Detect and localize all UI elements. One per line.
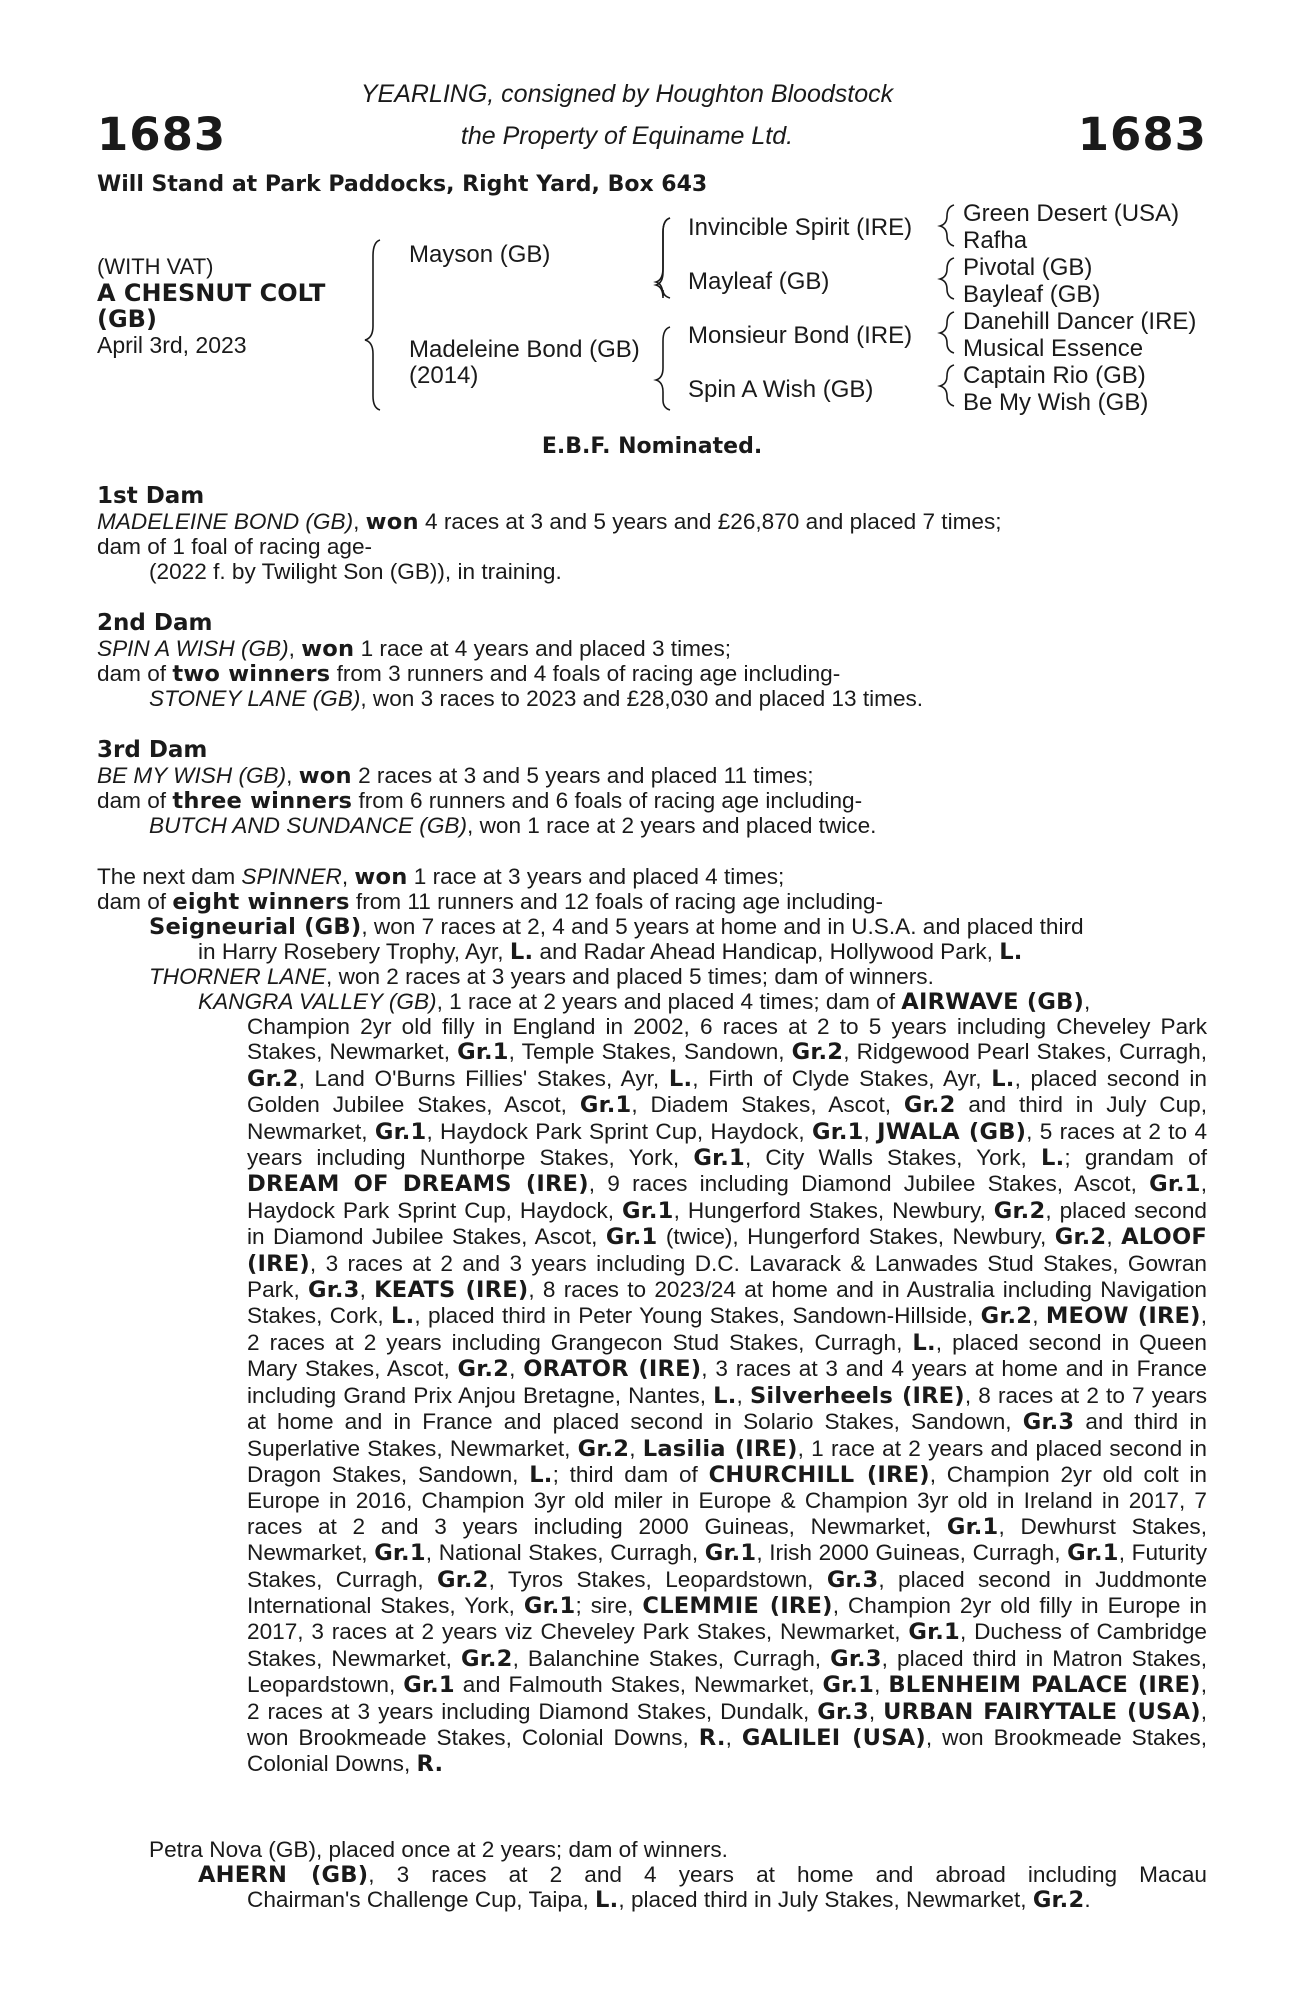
won-word: won (365, 509, 419, 535)
bold-run: BLENHEIM PALACE (IRE) (888, 1672, 1201, 1699)
bold-run: Gr.2 (1054, 1224, 1107, 1251)
bold-run: URBAN FAIRYTALE (USA) (883, 1698, 1201, 1725)
bold-run: DREAM OF DREAMS (IRE) (247, 1171, 589, 1198)
text-run: ; sire, (575, 1592, 643, 1618)
text-run: , (736, 1382, 750, 1408)
bold-run: GALILEI (USA) (741, 1724, 926, 1751)
bold-run: R. (416, 1751, 444, 1778)
race-grade: L. (595, 1887, 619, 1913)
text-run: , Champion 2yr old colt in Europe in 2016, Champion 3yr old miler in Europe & Champion 3yr old in Ireland in 2017, 7 races at 2 and 3 years including 2000 Guineas, Newmarket, (247, 1461, 1207, 1539)
bold-run: L. (668, 1065, 693, 1092)
text-run: , Land O'Burns Fillies' Stakes, Ayr, (298, 1065, 669, 1091)
bold-run: L. (713, 1382, 737, 1409)
bold-run: Lasilia (IRE) (642, 1435, 798, 1462)
bold-run: Gr.1 (946, 1513, 999, 1540)
petra-nova-line: Petra Nova (GB), placed once at 2 years; dam of winners. (149, 1837, 728, 1862)
sire-name: Mayson (GB) (409, 241, 551, 268)
text-run: ; third dam of (552, 1461, 709, 1487)
bold-run: KEATS (IRE) (374, 1277, 529, 1304)
text-run: , placed third in Peter Young Stakes, Sandown-Hillside, (414, 1303, 981, 1329)
text-run: , Dewhurst Stakes, Newmarket, (247, 1513, 1208, 1566)
text-run: , 1 race at 2 years and placed second in Dragon Stakes, Sandown, (247, 1435, 1207, 1487)
ggp-3: Pivotal (GB) (963, 254, 1093, 281)
text-run: , (863, 1118, 878, 1144)
lot-number-right: 1683 (1077, 108, 1207, 161)
bold-run: Gr.1 (523, 1592, 576, 1619)
ggp-2: Rafha (963, 227, 1028, 254)
text: from 3 runners and 4 foals of racing age including- (330, 661, 841, 686)
text: from 11 runners and 12 foals of racing age including- (349, 889, 884, 914)
bold-run: Gr.3 (307, 1277, 360, 1304)
bold-run: Gr.1 (693, 1145, 745, 1172)
text-run: , Futurity Stakes, Curragh, (247, 1540, 1207, 1592)
brace-gen3-4 (940, 365, 954, 406)
text-run: , Temple Stakes, Sandown, (508, 1039, 792, 1065)
text: , 1 race at 2 years and placed 4 times; dam of (436, 989, 902, 1014)
text-run: , Diadem Stakes, Ascot, (631, 1092, 904, 1118)
text-run: and Falmouth Stakes, Newmarket, (454, 1672, 823, 1698)
text-run: , (1032, 1303, 1046, 1329)
text-run: , won Brookmeade Stakes, Colonial Downs, (247, 1724, 1207, 1777)
foaling-date: April 3rd, 2023 (97, 332, 247, 358)
bold-run: Gr.1 (374, 1118, 427, 1145)
bold-run: Gr.2 (247, 1065, 299, 1092)
ggp-6: Musical Essence (963, 335, 1144, 362)
text-run: , City Walls Stakes, York, (744, 1145, 1041, 1171)
second-dam-name: SPIN A WISH (GB) (97, 636, 289, 661)
text: , (341, 864, 355, 889)
text: and Radar Ahead Handicap, Hollywood Park, (533, 939, 1000, 964)
text-run: , Firth of Clyde Stakes, Ayr, (692, 1065, 992, 1091)
bold-run: Gr.2 (460, 1645, 513, 1672)
text-run: , placed second in Juddmonte International Stakes, York, (247, 1566, 1208, 1618)
brace-gen1 (365, 240, 380, 410)
bold-run: Gr.3 (1022, 1409, 1075, 1436)
bold-run: Gr.2 (457, 1356, 510, 1383)
ggp-5: Danehill Dancer (IRE) (963, 308, 1197, 335)
bold-run: ORATOR (IRE) (523, 1356, 702, 1383)
bold-run: CLEMMIE (IRE) (642, 1592, 833, 1619)
produce-name: KANGRA VALLEY (GB) (198, 989, 437, 1014)
bold-run: Gr.2 (993, 1197, 1046, 1224)
bold-run: Gr.1 (704, 1540, 757, 1567)
bold-run: Gr.1 (403, 1672, 455, 1699)
bold-run: L. (391, 1303, 415, 1330)
text: The next dam (97, 864, 242, 889)
bold-run: Gr.3 (826, 1566, 879, 1593)
first-dam-line3: (2022 f. by Twilight Son (GB)), in training. (149, 559, 562, 584)
text-run: , (725, 1724, 742, 1750)
first-dam-title: 1st Dam (97, 483, 205, 509)
text-run: , National Stakes, Curragh, (425, 1540, 705, 1566)
produce-name: BUTCH AND SUNDANCE (GB) (149, 813, 468, 838)
text-run: , 3 races at 2 and 3 years including D.C. Lavarack & Lanwades Stud Stakes, Gowran Park, (247, 1250, 1207, 1303)
bold-run: MEOW (IRE) (1045, 1303, 1201, 1330)
text-run: , (359, 1277, 375, 1303)
text: , (1084, 989, 1091, 1014)
second-dam-line1: SPIN A WISH (GB), won 1 race at 4 years and placed 3 times; (97, 636, 732, 662)
dam-dam: Spin A Wish (GB) (688, 376, 874, 403)
next-dam-line2 (97, 889, 883, 915)
won-word: won (298, 763, 352, 789)
seigneurial-line2 (198, 939, 1023, 965)
text-run: , 5 races at 2 to 4 years including Nunthorpe Stakes, York, (247, 1118, 1208, 1171)
bold-run: Silverheels (IRE) (749, 1382, 965, 1409)
third-dam-title: 3rd Dam (97, 737, 208, 763)
box-location: Will Stand at Park Paddocks, Right Yard, Box 643 (97, 172, 708, 197)
ggp-1: Green Desert (USA) (963, 200, 1180, 227)
text-run: , 2 races at 2 years including Grangecon Stud Stakes, Curragh, (247, 1303, 1207, 1355)
second-dam-line3 (149, 686, 923, 711)
text: dam of (97, 889, 173, 914)
brace-gen2-dam (656, 327, 670, 410)
winners-count: three winners (172, 788, 353, 814)
bold-run: Gr.1 (822, 1672, 875, 1699)
bold-run: Gr.2 (437, 1566, 489, 1593)
airwave-record (247, 1014, 1207, 1778)
text-run: , 8 races at 2 to 7 years at home and in France and placed second in Solario Stakes, Sandown, (247, 1382, 1207, 1435)
text-run: , placed third in Matron Stakes, Leopardstown, (247, 1645, 1207, 1698)
brace-gen3-2 (940, 258, 954, 299)
consignor-line: YEARLING, consigned by Houghton Bloodstock (360, 80, 894, 108)
first-dam-line2: dam of 1 foal of racing age- (97, 534, 373, 559)
text: , won 3 races to 2023 and £28,030 and placed 13 times. (360, 686, 924, 711)
first-dam-name: MADELEINE BOND (GB) (97, 509, 354, 534)
next-dam-line1 (97, 864, 784, 890)
third-dam-line1: BE MY WISH (GB), won 2 races at 3 and 5 years and placed 11 times; (97, 763, 814, 789)
third-dam-line3 (149, 813, 876, 838)
text-run: , (1106, 1224, 1122, 1250)
text: , 3 races at 2 and 4 years at home and abroad including Macau (368, 1862, 1207, 1887)
bold-run: Gr.2 (577, 1435, 630, 1462)
text-run: , 8 races to 2023/24 at home and in Australia including Navigation Stakes, Cork, (247, 1277, 1207, 1329)
second-dam-line2 (97, 661, 840, 687)
text-run: (twice), Hungerford Stakes, Newbury, (657, 1224, 1055, 1250)
winners-count: eight winners (172, 889, 350, 915)
second-dam-record: 1 race at 4 years and placed 3 times; (354, 636, 732, 661)
bold-run: Gr.2 (980, 1303, 1033, 1330)
dam-year: (2014) (409, 362, 479, 389)
dam-name: Madeleine Bond (GB) (409, 336, 640, 363)
bold-run: Gr.1 (605, 1224, 658, 1251)
bold-run: ALOOF (IRE) (247, 1224, 1207, 1277)
dam-sire: Monsieur Bond (IRE) (688, 322, 913, 349)
lot-number-left: 1683 (97, 108, 227, 161)
text-run: , placed second in Diamond Jubilee Stakes, Ascot, (247, 1197, 1207, 1250)
text: , won 1 race at 2 years and placed twice. (467, 813, 877, 838)
text-run: , won Brookmeade Stakes, Colonial Downs, (247, 1698, 1208, 1750)
property-line: the Property of Equiname Ltd. (460, 122, 794, 150)
seigneurial-line1 (149, 914, 1084, 940)
bold-run: Gr.1 (1067, 1540, 1119, 1567)
text-run: , (629, 1435, 643, 1461)
bold-run: Gr.2 (903, 1092, 956, 1119)
bold-run: Gr.1 (457, 1039, 509, 1066)
text-run: , 2 races at 3 years including Diamond Stakes, Dundalk, (247, 1672, 1207, 1724)
bold-run: L. (529, 1461, 553, 1488)
text: . (1084, 1887, 1091, 1912)
ahern-line1 (198, 1862, 1207, 1888)
text: dam of (97, 788, 173, 813)
kangra-valley-line (198, 989, 1090, 1015)
text-run: , Tyros Stakes, Leopardstown, (488, 1566, 827, 1592)
first-dam-record: 4 races at 3 and 5 years and £26,870 and placed 7 times; (418, 509, 1002, 534)
text-run: , 9 races including Diamond Jubilee Stakes, Ascot, (588, 1171, 1150, 1197)
text: 1 race at 3 years and placed 4 times; (407, 864, 785, 889)
first-dam-line1: MADELEINE BOND (GB), won 4 races at 3 and 5 years and £26,870 and placed 7 times; (97, 509, 1002, 535)
produce-name: AHERN (GB) (198, 1862, 369, 1888)
text-run: , Haydock Park Sprint Cup, Haydock, (426, 1118, 812, 1144)
catalogue-page (97, 0, 1207, 2000)
bold-run: Gr.3 (830, 1645, 882, 1672)
produce-name: STONEY LANE (GB) (149, 686, 361, 711)
text: from 6 runners and 6 foals of racing age including- (352, 788, 863, 813)
text-run: ; grandam of (1064, 1145, 1208, 1171)
third-dam-record: 2 races at 3 and 5 years and placed 11 times; (351, 763, 814, 788)
produce-name: THORNER LANE (149, 964, 327, 989)
text-run: , Haydock Park Sprint Cup, Haydock, (247, 1171, 1207, 1223)
bold-run: Gr.1 (908, 1619, 960, 1646)
produce-name: AIRWAVE (GB) (901, 989, 1085, 1015)
text-run: and third in July Cup, Newmarket, (247, 1092, 1207, 1144)
text-run: , (868, 1698, 884, 1724)
bold-run: Gr.1 (1149, 1171, 1201, 1198)
bold-run: Gr.3 (817, 1698, 869, 1725)
brace-gen3-3 (940, 312, 954, 353)
bold-run: R. (698, 1724, 726, 1751)
horse-name-country: (GB) (97, 305, 157, 333)
text: , won 7 races at 2, 4 and 5 years at home and in U.S.A. and placed third (361, 914, 1084, 939)
bold-run: L. (1040, 1145, 1065, 1172)
text: Chairman's Challenge Cup, Taipa, (247, 1887, 596, 1912)
sire-dam: Mayleaf (GB) (688, 268, 830, 295)
won-word: won (301, 636, 355, 662)
race-grade: L. (999, 939, 1023, 965)
ahern-line2 (247, 1887, 1091, 1913)
next-dam-name: SPINNER (241, 864, 342, 889)
text-run: , Duchess of Cambridge Stakes, Newmarket, (247, 1619, 1207, 1671)
third-dam-name: BE MY WISH (GB) (97, 763, 287, 788)
bold-run: JWALA (GB) (877, 1118, 1027, 1145)
brace-gen3-1 (940, 205, 954, 246)
bold-run: L. (912, 1329, 936, 1356)
winners-count: two winners (172, 661, 331, 687)
text-run: , Hungerford Stakes, Newbury, (673, 1197, 994, 1223)
produce-name: Seigneurial (GB) (149, 914, 362, 940)
text-run: , placed second in Golden Jubilee Stakes, Ascot, (247, 1065, 1207, 1118)
bold-run: Gr.1 (622, 1197, 674, 1224)
bold-run: Gr.1 (811, 1118, 864, 1145)
ggp-8: Be My Wish (GB) (963, 389, 1149, 416)
text-run: and third in Superlative Stakes, Newmarket, (247, 1409, 1207, 1461)
second-dam-title: 2nd Dam (97, 610, 213, 636)
text-run: , (509, 1356, 524, 1382)
text-run: Champion 2yr old filly in England in 2002, 6 races at 2 to 5 years including Cheveley Park Stakes, Newmarket, (247, 1014, 1207, 1065)
thorner-lane-line (149, 964, 934, 989)
text: dam of (97, 661, 173, 686)
ggp-4: Bayleaf (GB) (963, 281, 1101, 308)
text-run: , Irish 2000 Guineas, Curragh, (756, 1540, 1068, 1566)
text-run: , (874, 1672, 889, 1698)
horse-name: A CHESNUT COLT (97, 279, 326, 307)
vat-label: (WITH VAT) (97, 254, 214, 279)
third-dam-line2 (97, 788, 862, 814)
text: , placed third in July Stakes, Newmarket, (618, 1887, 1033, 1912)
text-run: , Champion 2yr old filly in Europe in 2017, 3 races at 2 years viz Cheveley Park Stakes, Newmarket, (247, 1592, 1208, 1645)
bold-run: CHURCHILL (IRE) (708, 1461, 930, 1488)
ebf-nominated: E.B.F. Nominated. (541, 434, 763, 459)
bold-run: Gr.1 (374, 1540, 426, 1567)
text: in Harry Rosebery Trophy, Ayr, (198, 939, 510, 964)
won-word: won (354, 864, 408, 890)
text-run: , placed second in Queen Mary Stakes, Ascot, (247, 1329, 1207, 1382)
sire-sire: Invincible Spirit (IRE) (688, 214, 913, 241)
bold-run: Gr.1 (579, 1092, 632, 1119)
bold-run: Gr.2 (791, 1039, 844, 1066)
bold-run: L. (991, 1065, 1015, 1092)
race-grade: Gr.2 (1032, 1887, 1085, 1913)
text-run: , Ridgewood Pearl Stakes, Curragh, (843, 1039, 1207, 1065)
text-run: , Balanchine Stakes, Curragh, (512, 1645, 831, 1671)
race-grade: L. (509, 939, 534, 965)
ggp-7: Captain Rio (GB) (963, 362, 1146, 389)
text: , won 2 races at 3 years and placed 5 times; dam of winners. (326, 964, 934, 989)
text-run: , 3 races at 3 and 4 years at home and in France including Grand Prix Anjou Bretagne, Nantes, (247, 1356, 1207, 1408)
